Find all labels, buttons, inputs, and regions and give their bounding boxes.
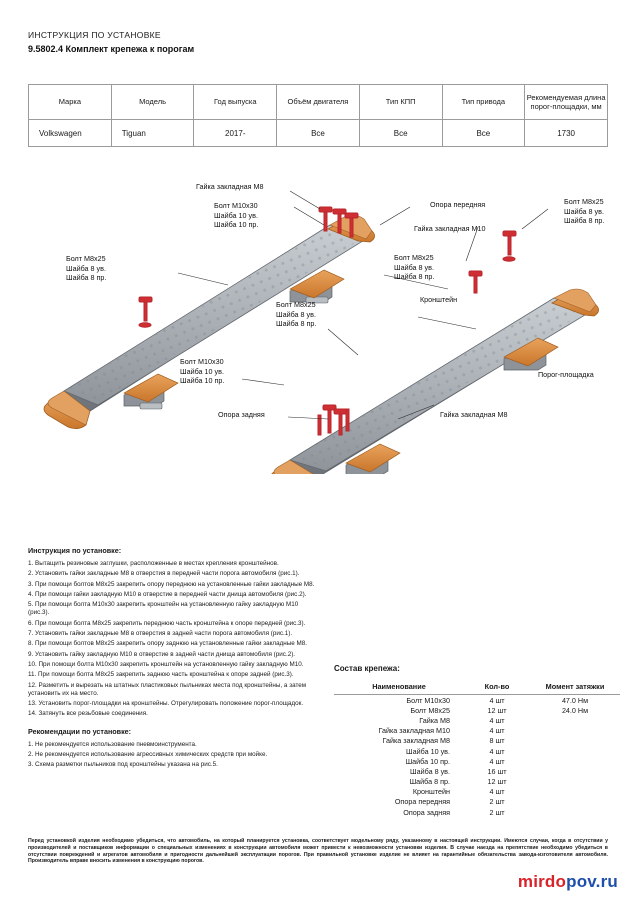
callout-nut-m10: Гайка закладная М10 [414,224,486,233]
cell-torque: 47.0 Нм [561,695,589,705]
callout-line: Шайба 8 пр. [564,216,605,226]
instruction-step: 7. Установить гайки закладные М8 в отверстия в задней части порога автомобиля (рис.1). [28,630,293,638]
bolt-group-7 [318,415,321,435]
callout-bolt-m8x25-topright [564,197,604,226]
instruction-step: 8. При помощи болтов М8х25 закрепить опору заднюю на установленные гайки закладные М8. [28,640,308,648]
table-row [334,705,620,715]
cell-torque [530,756,620,766]
callout-line: Шайба 8 ув. [276,309,316,319]
fastener-list-title: Состав крепежа: [334,664,400,673]
table-row [334,695,620,706]
instruction-step: 1. Вытащить резиновые заглушки, расположенные в местах крепления кронштейнов. [28,560,279,567]
recommendations-title: Рекомендации по установке: [28,726,132,736]
callout-line: Шайба 10 ув. [214,210,258,220]
callout-line: Шайба 8 пр. [276,319,317,329]
document-header [28,0,608,54]
callout-line: Шайба 8 ув. [66,263,106,273]
instruction-step: 3. При помощи болтов М8х25 закрепить опору переднюю на установленные гайки закладные М8. [28,580,315,588]
table-header-row [334,679,620,695]
watermark-red: mirdo [517,872,567,891]
table-row [334,726,620,736]
footer-disclaimer [28,838,608,865]
callout-line: Болт М8х25 [394,253,434,262]
callout-line: Болт М10х30 [214,201,258,210]
bolt-group-5 [469,271,482,293]
recommendation-item: 3. Схема разметки пыльников под кронштейны указана на рис.5. [28,761,218,769]
column-header-qty: Кол-во [464,679,530,695]
bolt-group-8 [346,409,349,431]
callout-line: Шайба 8 ув. [394,262,434,272]
cell-drive: Все [442,120,525,147]
cell-torque [530,746,620,756]
table-row [334,736,620,746]
table-row [334,766,620,776]
disclaimer-text: Перед установкой изделия необходимо убедиться, что автомобиль, на который планируется установка, соответствует модельному ряду, указанному в настоящей инструкции. Имеются случаи, когда в отсутствии у производителей и поставщиков информации о специальных изменениях в конструкции автомобиля может привести к невозможности установки изделия. В случае наезда на препятствие необходимо убедиться в отсутствии повреждений и агрегатов автомобиля и пригодности дальнейшей эксплуатации порогов. При правильной установке изделие не влияет на гарантийные обязательства завода-изготовителя автомобиля. Производитель вправе вносить изменения в конструкцию порогов. [28,838,608,865]
callout-bolt-m10x30-bottom [180,357,224,386]
instructions-title: Инструкция по установке: [28,546,122,555]
cell-name: Гайка закладная М10 [378,726,450,736]
callout-line: Шайба 8 пр. [394,272,435,282]
bolt-group-4 [503,231,516,261]
recommendation-item: 1. Не рекомендуется использование пневмоинструмента. [28,740,197,748]
instruction-step: 10. При помощи болта М10х30 закрепить кронштейн на установленную гайку закладную М10. [28,660,304,668]
callout-running-board: Порог-площадка [538,370,594,379]
callout-line: Болт М8х25 [564,197,604,206]
callout-bolt-m10x30-top [214,201,258,230]
table-row [334,715,620,725]
cell-name: Опора передняя [394,797,450,807]
board-lower [270,289,599,474]
cell-length: 1730 [525,120,608,147]
cell-qty: 4 шт [489,756,505,766]
table-row [29,120,608,147]
cell-name: Шайба 10 пр. [405,756,450,766]
cell-year: 2017- [194,120,277,147]
callout-rear-support: Опора задняя [218,410,265,419]
column-header-model: Модель [111,85,194,120]
document-subtitle: ИНСТРУКЦИЯ ПО УСТАНОВКЕ [28,30,161,40]
watermark-blue: pov.ru [566,872,618,891]
cell-name: Кронштейн [412,787,450,797]
column-header-drive: Тип привода [442,85,525,120]
callout-line: Болт М8х25 [66,254,106,263]
cell-torque [530,787,620,797]
callout-nut-m8-bottom: Гайка закладная М8 [440,410,508,419]
instruction-step: 13. Установить порог-площадки на кронштейны. Отрегулировать положение порог-площадок. [28,700,304,708]
instruction-step: 11. При помощи болта М8х25 закрепить заднюю часть кронштейна к опоре задней (рис.3). [28,671,294,679]
installation-instructions [28,546,318,772]
cell-name: Гайка М8 [419,715,450,725]
cell-torque [530,766,620,776]
fastener-list [334,664,608,817]
callout-line: Шайба 8 пр. [66,273,107,283]
callout-bolt-m8x25-left [66,254,106,283]
table-row [334,756,620,766]
table-row [334,746,620,756]
cell-name: Шайба 10 ув. [406,746,450,756]
cell-torque [530,726,620,736]
callout-line: Шайба 8 ув. [564,206,604,216]
instruction-step: 5. При помощи болта М10х30 закрепить кронштейн на установленную гайку закладную М10 (рис.3). [28,601,299,617]
instruction-step: 6. При помощи болта М8х25 закрепить переднюю часть кронштейна к опоре передней (рис.3). [28,619,306,627]
instruction-step: 14. Затянуть все резьбовые соединения. [28,710,148,718]
callout-bolt-m8x25-mid [394,253,434,282]
cell-name: Опора задняя [403,807,450,817]
cell-torque [530,797,620,807]
column-header-transmission: Тип КПП [359,85,442,120]
cell-qty: 2 шт [489,807,505,817]
bolt-group-6 [139,297,152,327]
cell-qty: 4 шт [489,726,505,736]
instruction-step: 9. Установить гайку закладную М10 в отверстие в задней части днища автомобиля (рис.2). [28,650,296,658]
table-row [334,797,620,807]
cell-torque [530,807,620,817]
instruction-step: 2. Установить гайки закладные М8 в отверстия в передней части порога автомобиля (рис.1). [28,570,300,578]
callout-bolt-m8x25-center [276,300,316,329]
cell-engine: Все [277,120,360,147]
cell-name: Болт М8х25 [410,705,450,715]
instruction-step: 4. При помощи гайки закладную М10 в отверстие в передней части днища автомобиля (рис.2). [28,590,307,598]
cell-transmission: Все [359,120,442,147]
vehicle-spec-table [28,84,608,147]
cell-qty: 4 шт [489,695,505,705]
column-header-torque: Момент затяжки [530,679,620,695]
column-header-length: Рекомендуемая длина порог-площадки, мм [525,85,608,120]
running-board-diagram [28,169,608,474]
instruction-step: 12. Разметить и вырезать на штатных пластиковых пыльниках места под кронштейны, а затем установить их на место. [28,681,307,697]
table-header-row [29,85,608,120]
cell-model: Tiguan [111,120,194,147]
cell-name: Болт М10х30 [406,695,450,705]
callout-line: Болт М10х30 [180,357,224,366]
callout-nut-m8-top: Гайка закладная М8 [196,182,264,191]
fastener-table [334,679,620,817]
table-row [334,787,620,797]
cell-name: Шайба 8 пр. [409,777,450,787]
column-header-brand: Марка [29,85,112,120]
callout-front-support: Опора передняя [430,200,486,209]
cell-qty: 8 шт [489,736,505,746]
cell-qty: 4 шт [489,746,505,756]
cell-qty: 4 шт [489,715,505,725]
cell-qty: 12 шт [487,705,507,715]
callout-bracket: Кронштейн [420,295,458,304]
cell-torque [530,715,620,725]
cell-qty: 2 шт [489,797,505,807]
callout-line: Шайба 10 ув. [180,366,224,376]
cell-torque [530,736,620,746]
cell-torque [530,777,620,787]
cell-qty: 4 шт [489,787,505,797]
table-row [334,807,620,817]
cell-torque: 24.0 Нм [561,705,589,715]
column-header-name: Наименование [334,679,464,695]
board-upper [44,215,375,429]
recommendation-item: 2. Не рекомендуется использование агрессивных химических средств при мойке. [28,751,268,759]
cell-qty: 12 шт [487,777,507,787]
assembly-illustration [28,169,608,474]
cell-name: Гайка закладная М8 [382,736,450,746]
recommendations-block [28,727,318,770]
watermark [518,872,618,892]
column-header-year: Год выпуска [194,85,277,120]
cell-qty: 16 шт [487,766,507,776]
callout-line: Шайба 10 пр. [180,376,225,386]
callout-line: Болт М8х25 [276,300,316,309]
column-header-engine: Объём двигателя [277,85,360,120]
page-title: 9.5802.4 Комплект крепежа к порогам [28,44,195,54]
cell-name: Шайба 8 ув. [410,766,450,776]
callout-line: Шайба 10 пр. [214,220,259,230]
table-row [334,777,620,787]
cell-brand: Volkswagen [29,120,112,147]
